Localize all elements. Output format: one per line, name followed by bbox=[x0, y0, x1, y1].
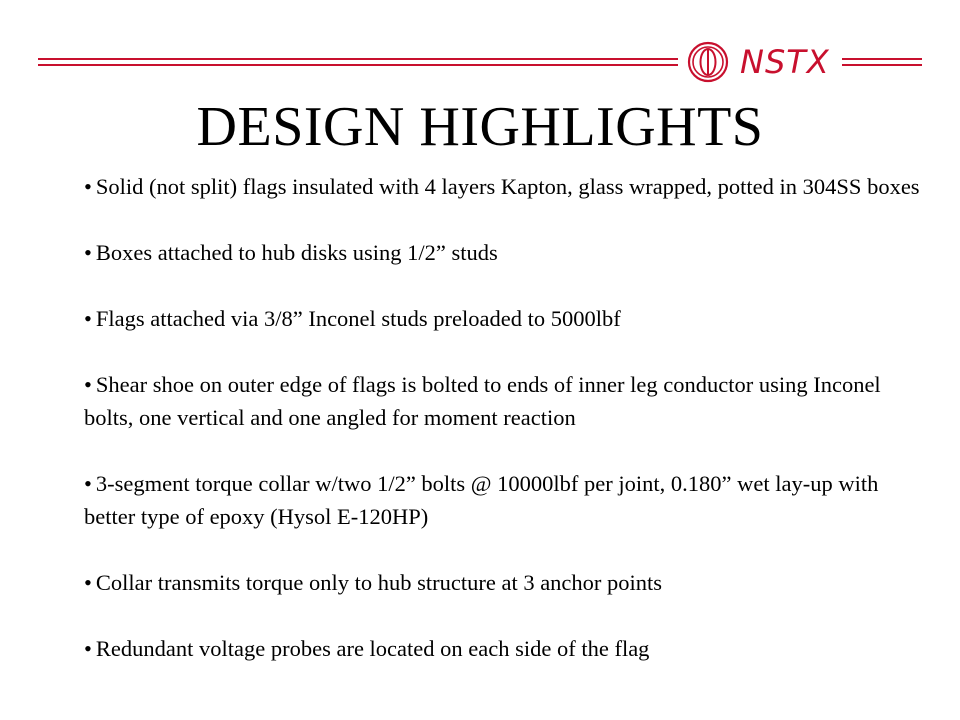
bullet-item bbox=[84, 302, 924, 335]
bullet-marker: • bbox=[84, 306, 92, 331]
bullet-item bbox=[84, 368, 924, 434]
nstx-logo-icon bbox=[686, 40, 730, 84]
bullet-marker: • bbox=[84, 372, 92, 397]
bullet-text: Redundant voltage probes are located on each side of the flag bbox=[95, 636, 650, 661]
slide-title: DESIGN HIGHLIGHTS bbox=[196, 96, 764, 158]
logo-text: NSTX bbox=[740, 43, 830, 81]
bullet-text: Collar transmits torque only to hub structure at 3 anchor points bbox=[95, 570, 663, 595]
bullet-item bbox=[84, 236, 924, 269]
bullet-marker: • bbox=[84, 174, 92, 199]
bullet-marker: • bbox=[84, 570, 92, 595]
header-rule-right bbox=[842, 56, 922, 68]
bullet-marker: • bbox=[84, 240, 92, 265]
bullet-item bbox=[84, 467, 924, 533]
bullet-list bbox=[84, 170, 924, 665]
bullet-item bbox=[84, 632, 924, 665]
bullet-marker: • bbox=[84, 636, 92, 661]
bullet-text: Solid (not split) flags insulated with 4 layers Kapton, glass wrapped, potted in 304SS boxes bbox=[95, 174, 920, 199]
bullet-text: Shear shoe on outer edge of flags is bolted to ends of inner leg conductor using Inconel bolts, one vertical and one angled for moment reaction bbox=[84, 372, 881, 430]
header-rule-left bbox=[38, 56, 678, 68]
bullet-text: Boxes attached to hub disks using 1/2” studs bbox=[95, 240, 498, 265]
bullet-item bbox=[84, 170, 924, 203]
bullet-text: 3-segment torque collar w/two 1/2” bolts @ 10000lbf per joint, 0.180” wet lay-up with better type of epoxy (Hysol E-120HP) bbox=[84, 471, 879, 529]
bullet-text: Flags attached via 3/8” Inconel studs preloaded to 5000lbf bbox=[95, 306, 621, 331]
bullet-item bbox=[84, 566, 924, 599]
bullet-marker: • bbox=[84, 471, 92, 496]
